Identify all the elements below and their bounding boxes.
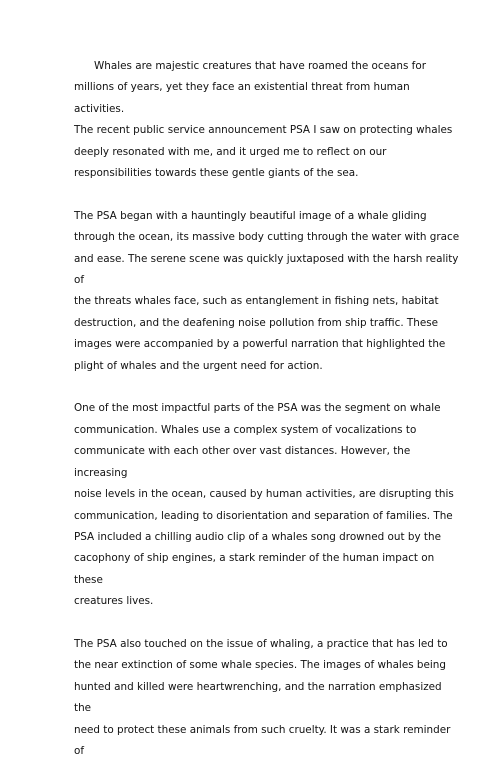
essay-body — [74, 56, 460, 784]
paragraph-4: The PSA also touched on the issue of whaling, a practice that has led to the near extinction of some whale species. The images of whales being hunted and killed were heartwrenching, and the narration emphasized the need to protect these animals from such cruelty. It was a stark reminder of — [74, 637, 451, 757]
paragraph-3: One of the most impactful parts of the PSA was the segment on whale communication. Whales use a complex system of vocalizations to communicate with each other over vast distances. However, the increasing noise levels in the ocean, caused by human activities, are disrupting this communication, leading to disorientation and separation of families. The PSA included a chilling audio clip of a whales song drowned out by the cacophony of ship engines, a stark reminder of the human impact on these creatures lives. — [74, 402, 454, 608]
paragraph-2: The PSA began with a hauntingly beautiful image of a whale gliding through the ocean, its massive body cutting through the water with grace and ease. The serene scene was quickly juxtaposed with the harsh reality of the threats whales face, such as entanglement in fishing nets, habitat destruction, and the deafening noise pollution from ship traffic. These images were accompanied by a powerful narration that highlighted the plight of whales and the urgent need for action. — [74, 209, 460, 372]
paragraph-1: Whales are majestic creatures that have roamed the oceans for millions of years, yet they face an existential threat from human activities. The recent public service announcement PSA I saw on protecting whales deeply resonated with me, and it urged me to reflect on our responsibilities towards these gentle giants of the sea. — [74, 60, 453, 180]
